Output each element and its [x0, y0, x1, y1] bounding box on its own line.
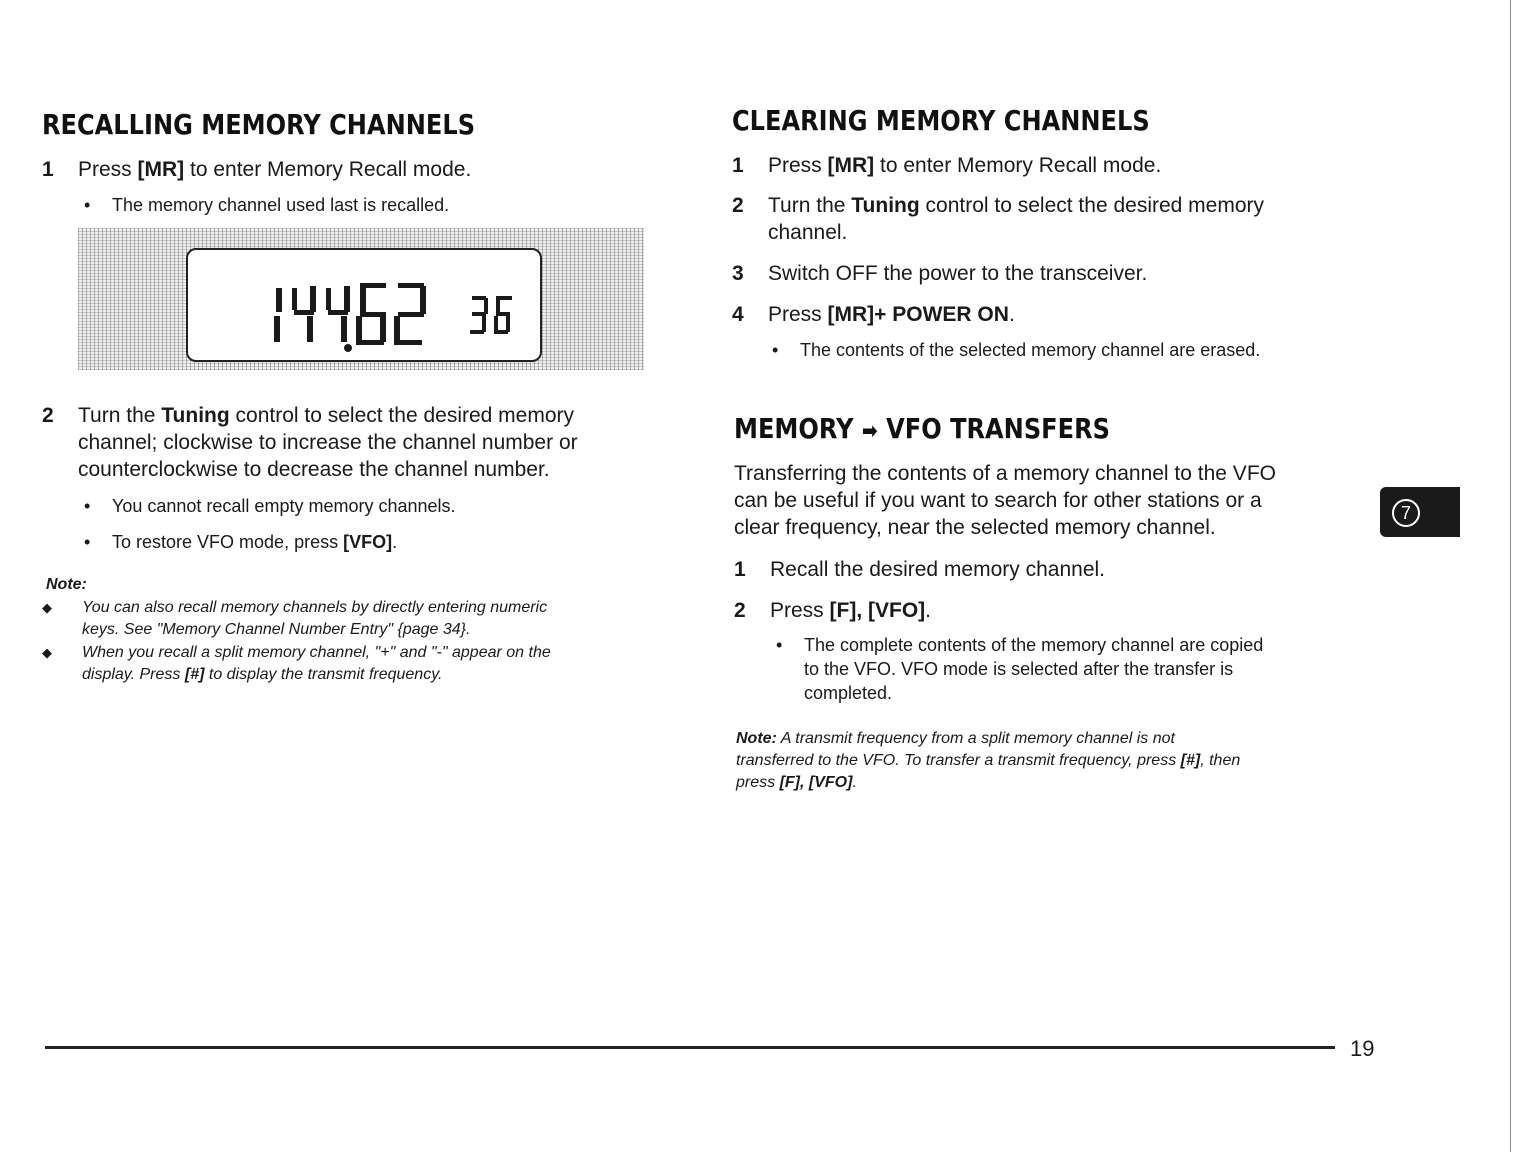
- clear-step-4-bullet: • The contents of the selected memory channel are erased.: [772, 340, 1261, 360]
- chapter-number: 7: [1392, 499, 1420, 527]
- lcd-screen: [186, 248, 542, 362]
- lcd-display-panel: [78, 228, 644, 370]
- mr-key: [MR]: [137, 158, 185, 181]
- section-heading-recalling: RECALLING MEMORY CHANNELS: [42, 108, 476, 141]
- recall-step-2-bullet-2: • To restore VFO mode, press [VFO].: [84, 532, 398, 552]
- clear-step-4: 4 Press [MR]+ POWER ON.: [732, 303, 1015, 326]
- lcd-digits: [188, 250, 540, 360]
- recall-step-1-bullet: • The memory channel used last is recalled.: [84, 195, 450, 215]
- clear-step-2: 2 Turn the Tuning control to select the desired memory channel.: [732, 194, 1265, 244]
- tuning-control: Tuning: [161, 404, 230, 427]
- clear-step-3: 3 Switch OFF the power to the transceiver.: [732, 262, 1148, 285]
- transfer-step-1: 1 Recall the desired memory channel.: [734, 558, 1105, 581]
- note-item-1: ◆ You can also recall memory channels by directly entering numeric keys. See "Memory Channel Number Entry" {page 34}.: [42, 599, 548, 638]
- recall-step-2: 2 Turn the Tuning control to select the desired memory channel; clockwise to increase the channel number or counterclockwise to decrease the channel number.: [42, 404, 578, 481]
- recall-step-1: 1 Press [MR] to enter Memory Recall mode.: [42, 158, 472, 181]
- note-item-2: ◆ When you recall a split memory channel, "+" and "-" appear on the display. Press [#] to display the transmit frequency.: [42, 644, 551, 683]
- clear-step-1: 1 Press [MR] to enter Memory Recall mode.: [732, 154, 1162, 177]
- note-label: Note:: [46, 576, 87, 593]
- section-heading-transfers: MEMORY ➡ VFO TRANSFERS: [734, 412, 1110, 445]
- transfer-step-2-bullet: • The complete contents of the memory channel are copied to the VFO. VFO mode is selected after the transfer is completed.: [776, 635, 1264, 703]
- transfers-note: Note: A transmit frequency from a split memory channel is not transferred to the VFO. To transfer a transmit frequency, press [#], then press [F], [VFO].: [736, 730, 1241, 791]
- section-heading-clearing: CLEARING MEMORY CHANNELS: [732, 104, 1150, 137]
- page-number: 19: [1350, 1036, 1375, 1061]
- transfer-step-2: 2 Press [F], [VFO].: [734, 599, 931, 622]
- step-number: 1: [42, 158, 54, 181]
- transfers-intro: Transferring the contents of a memory channel to the VFO can be useful if you want to search for other stations or a clear frequency, near the selected memory channel.: [734, 462, 1276, 539]
- chapter-tab: [1380, 487, 1460, 537]
- vfo-key: [VFO]: [343, 532, 393, 552]
- right-arrow-icon: ➡: [861, 419, 878, 444]
- page-edge: [1510, 0, 1511, 1152]
- footer-rule: [45, 1046, 1335, 1049]
- recall-step-2-bullet-1: • You cannot recall empty memory channels.: [84, 496, 456, 516]
